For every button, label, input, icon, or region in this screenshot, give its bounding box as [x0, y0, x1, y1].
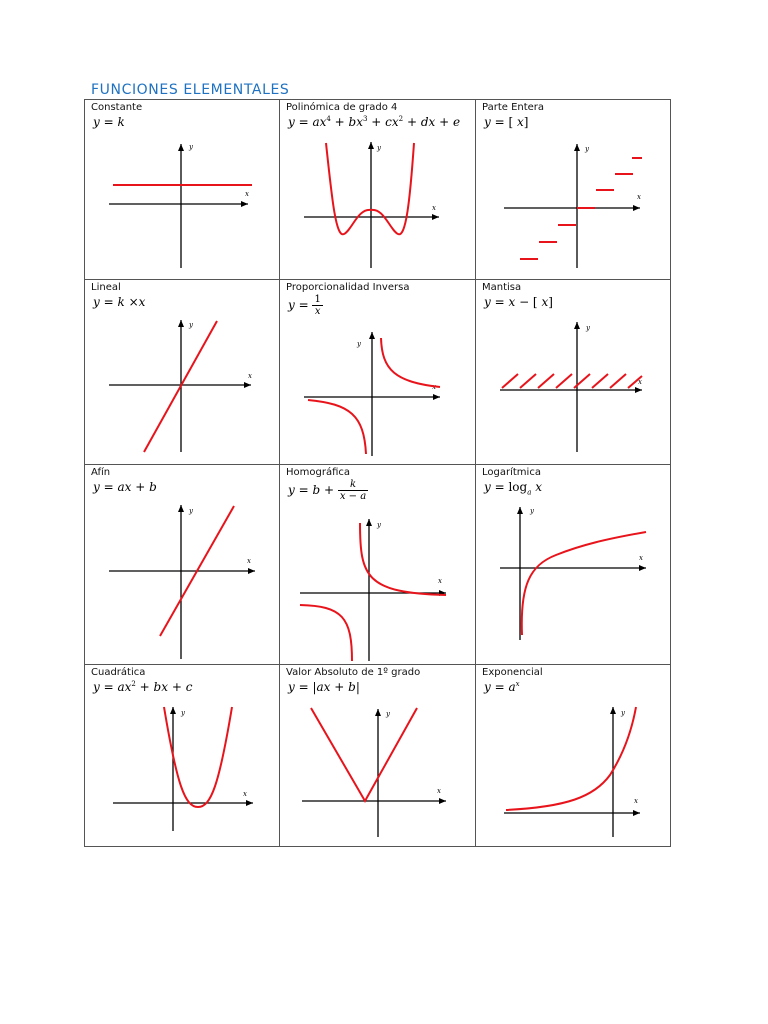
function-formula: y = $\frac{1}{x}$ — [288, 294, 321, 317]
function-name: Mantisa — [482, 282, 522, 293]
y-axis-label: y — [386, 710, 390, 718]
exponential-graph — [476, 665, 671, 847]
cell-proporcionalidad-inversa — [280, 280, 476, 465]
cell-lineal — [85, 280, 280, 465]
y-axis-label: y — [357, 340, 361, 348]
function-name: Valor Absoluto de 1º grado — [286, 667, 421, 678]
function-name: Constante — [91, 102, 143, 113]
y-axis-label: y — [586, 324, 590, 332]
y-axis-label: y — [621, 709, 625, 717]
function-formula: $y = ax^2$ + bx + c — [93, 680, 193, 694]
affine-graph — [85, 465, 280, 665]
cell-polinomica — [280, 100, 476, 280]
x-axis-label: x — [247, 557, 251, 565]
y-axis-label: y — [189, 321, 193, 329]
x-axis-label: x — [639, 554, 643, 562]
x-axis-label: x — [432, 204, 436, 212]
y-axis-label: y — [377, 144, 381, 152]
function-name: Cuadrática — [91, 667, 146, 678]
y-axis-label: y — [530, 507, 534, 515]
function-name: Homográfica — [286, 467, 351, 478]
y-axis-label: y — [189, 507, 193, 515]
y-axis-label: y — [377, 521, 381, 529]
function-formula: $y = \log_a x$ — [484, 480, 543, 497]
x-axis-label: x — [638, 378, 642, 386]
parabola-graph — [85, 665, 280, 847]
x-axis-label: x — [248, 372, 252, 380]
cell-mantisa — [476, 280, 671, 465]
x-axis-label: x — [432, 383, 436, 391]
function-name: Parte Entera — [482, 102, 545, 113]
function-name: Afín — [91, 467, 111, 478]
sawtooth-graph — [476, 280, 671, 465]
y-axis-label: y — [585, 145, 589, 153]
x-axis-label: x — [438, 577, 442, 585]
function-formula: y = x − [ x] — [484, 295, 553, 309]
linear-graph — [85, 280, 280, 465]
function-name: Exponencial — [482, 667, 543, 678]
function-formula: y = b + $\frac{k}{x - a}$ — [288, 479, 367, 502]
function-formula: y = ax + b — [93, 480, 157, 494]
x-axis-label: x — [245, 190, 249, 198]
homographic-graph — [280, 465, 476, 665]
function-formula: y = [ x] — [484, 115, 529, 129]
function-formula: y = k — [93, 115, 125, 129]
y-axis-label: y — [189, 143, 193, 151]
cell-parte-entera — [476, 100, 671, 280]
function-formula: $y = a^x$ — [484, 680, 520, 694]
function-name: Lineal — [91, 282, 121, 293]
inverse-hyperbola-graph — [280, 280, 476, 465]
cell-afin — [85, 465, 280, 665]
logarithm-graph — [476, 465, 671, 665]
floor-step-graph — [476, 100, 671, 280]
constant-graph — [85, 100, 280, 280]
cell-constante — [85, 100, 280, 280]
x-axis-label: x — [634, 797, 638, 805]
cell-exponencial — [476, 665, 671, 847]
cell-homografica — [280, 465, 476, 665]
absolute-value-graph — [280, 665, 476, 847]
functions-table — [84, 99, 671, 847]
cell-valor-absoluto — [280, 665, 476, 847]
cell-logaritmica — [476, 465, 671, 665]
function-name: Logarítmica — [482, 467, 541, 478]
cell-cuadratica — [85, 665, 280, 847]
x-axis-label: x — [637, 193, 641, 201]
x-axis-label: x — [243, 790, 247, 798]
quartic-graph — [280, 100, 476, 280]
function-name: Proporcionalidad Inversa — [286, 282, 410, 293]
function-formula: $y = ax^4 + bx^3 + cx^2$ + dx + e — [288, 115, 461, 129]
x-axis-label: x — [437, 787, 441, 795]
function-name: Polinómica de grado 4 — [286, 102, 398, 113]
page-title: FUNCIONES ELEMENTALES — [91, 82, 290, 98]
y-axis-label: y — [181, 709, 185, 717]
function-formula: y = |ax + b| — [288, 680, 360, 694]
function-formula: y = k ×x — [93, 295, 146, 309]
